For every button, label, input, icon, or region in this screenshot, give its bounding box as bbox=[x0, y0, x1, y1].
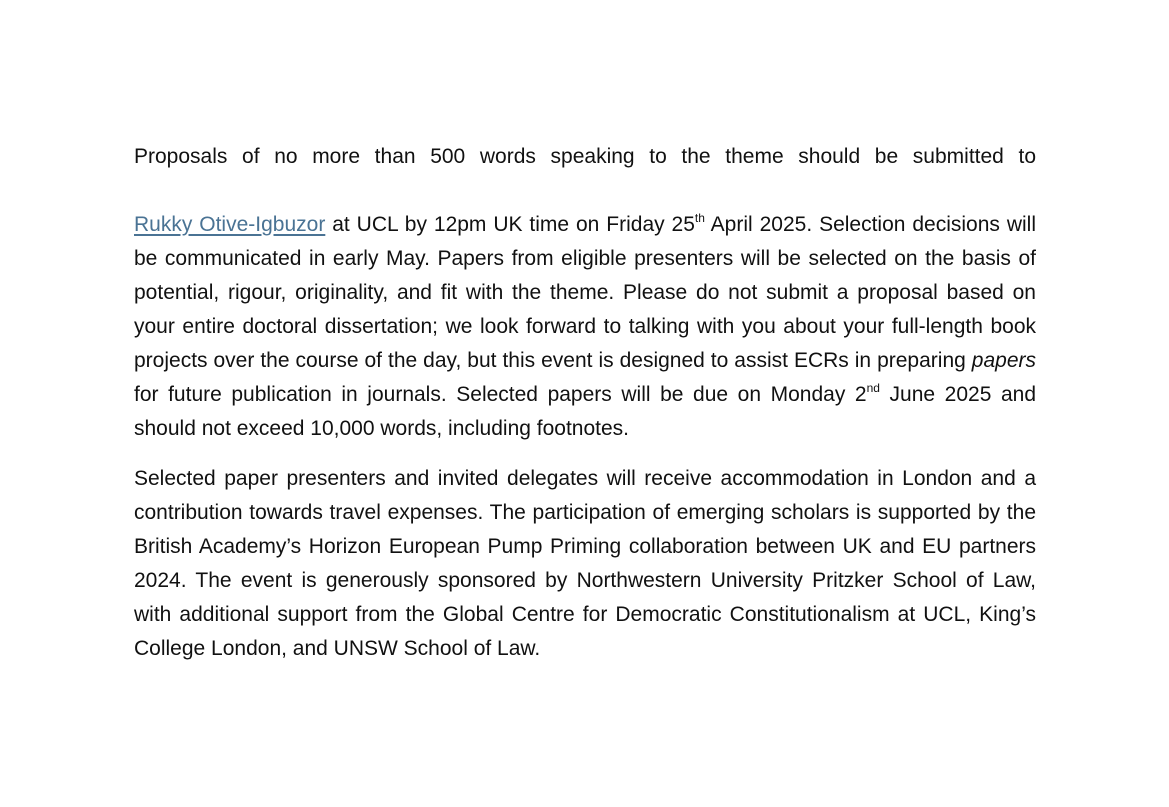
superscript-th: th bbox=[694, 211, 705, 225]
contact-link[interactable]: Rukky Otive-Igbuzor bbox=[134, 213, 326, 236]
para1-text-d: June 2025 and should not exceed 10,000 words, including footnotes. bbox=[134, 383, 1036, 440]
para1-text-a: at UCL by 12pm UK time on Friday 25 bbox=[325, 213, 695, 236]
para1-text-b: April 2025. Selection decisions will be communicated in early May. Papers from eligible presenters will be selected on the basis of potential, rigour, originality, and fit with the theme. Please do not submit a proposal based on your entire doctoral dissertation; we look forward to talking with you about your full-length book projects over the course of the day, but this event is designed to assist ECRs in preparing bbox=[134, 213, 1036, 372]
superscript-nd: nd bbox=[866, 381, 880, 395]
intro-line: Proposals of no more than 500 words speaking to the theme should be submitted to bbox=[134, 145, 1036, 168]
emphasis-papers: papers bbox=[971, 349, 1036, 372]
submission-paragraph bbox=[134, 208, 1036, 446]
document-page bbox=[134, 140, 1036, 666]
funding-paragraph: Selected paper presenters and invited delegates will receive accommodation in London and a contribution towards travel expenses. The participation of emerging scholars is supported by the British Academy’s Horizon European Pump Priming collaboration between UK and EU partners 2024. The event is generously sponsored by Northwestern University Pritzker School of Law, with additional support from the Global Centre for Democratic Constitutionalism at UCL, King’s College London, and UNSW School of Law. bbox=[134, 467, 1036, 660]
para1-text-c: for future publication in journals. Selected papers will be due on Monday 2 bbox=[134, 383, 867, 406]
